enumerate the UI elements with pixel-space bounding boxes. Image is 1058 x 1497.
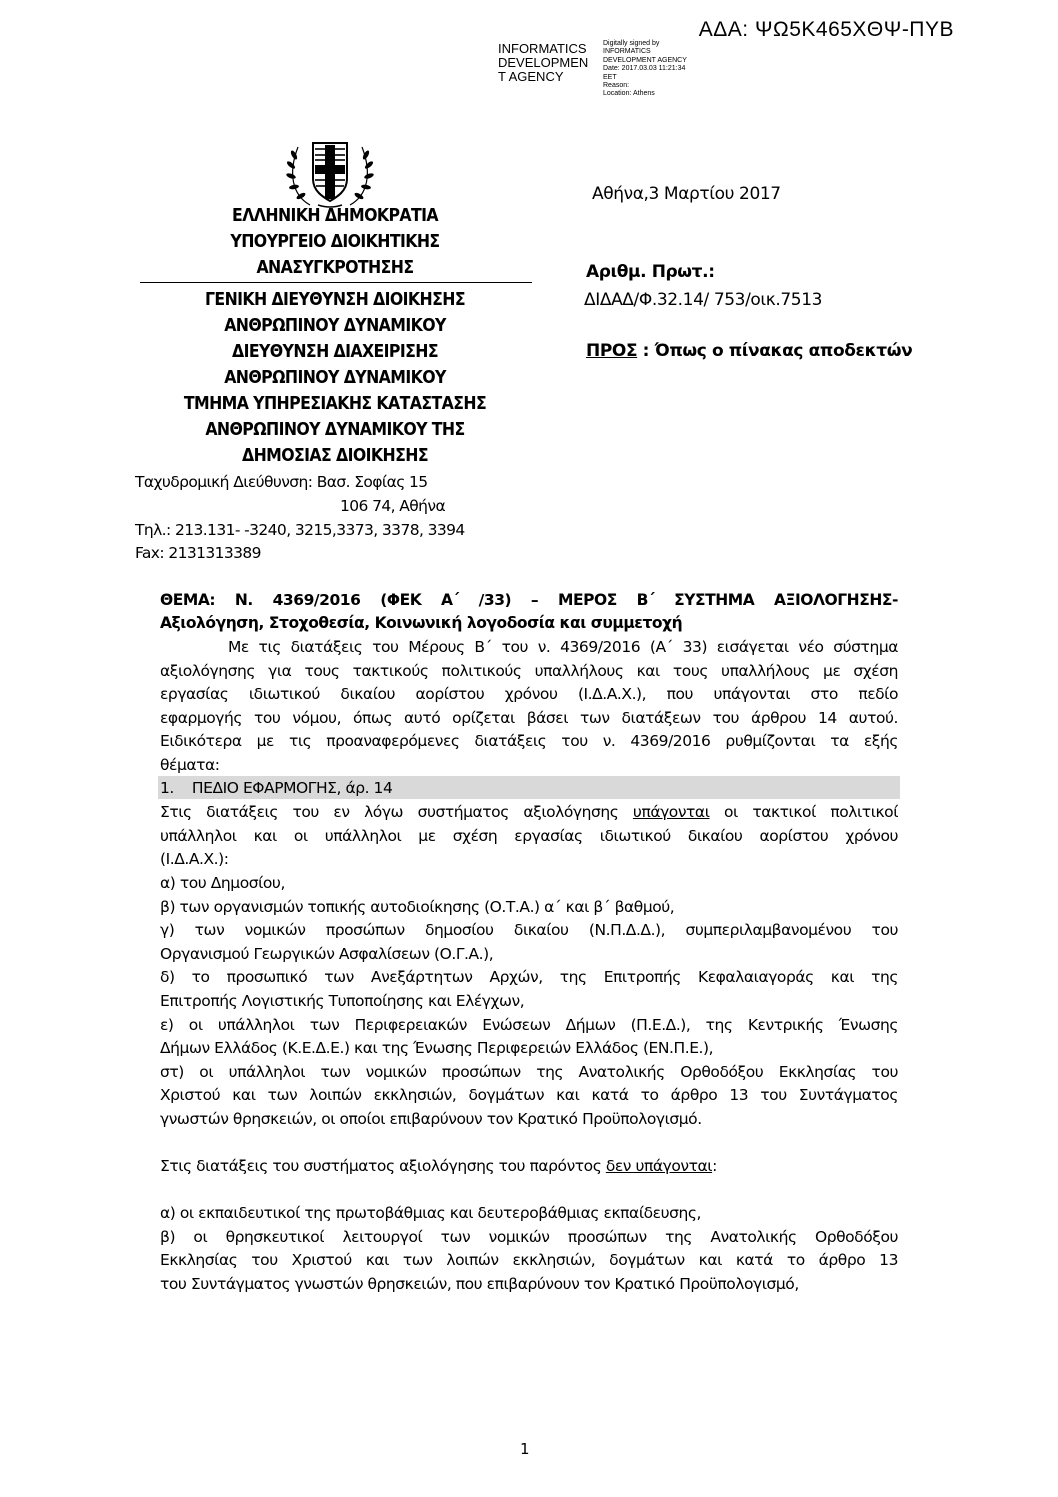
ada-code: ΑΔΑ: ΨΩ5Κ465ΧΘΨ-ΠΥΒ xyxy=(698,18,954,41)
phone-numbers: Τηλ.: 213.131- -3240, 3215,3373, 3378, 3394 xyxy=(135,521,465,539)
intro-line: Με τις διατάξεις του Μέρους Β΄ του ν. 4369/2016 (Α΄ 33) εισάγεται νέο σύστημα xyxy=(228,638,898,656)
header-line-department: ΤΜΗΜΑ ΥΠΗΡΕΣΙΑΚΗΣ ΚΑΤΑΣΤΑΣΗΣ xyxy=(183,394,487,414)
included-item-f-cont2: γνωστών θρησκειών, οι οποίοι επιβαρύνουν τον Κρατικό Προϋπολογισμό. xyxy=(160,1110,702,1128)
signature-detail-line: INFORMATICS xyxy=(603,48,651,56)
header-divider xyxy=(140,282,532,283)
excluded-item-b-cont2: του Συντάγματος γνωστών θρησκειών, που επιβαρύνουν τον Κρατικό Προϋπολογισμό, xyxy=(160,1275,799,1293)
scope-line: (Ι.Δ.Α.Χ.): xyxy=(160,850,229,868)
excluded-underlined: δεν υπάγονται xyxy=(605,1157,713,1175)
signature-detail-line: Digitally signed by xyxy=(603,40,660,47)
header-line-department-cont2: ΔΗΜΟΣΙΑΣ ΔΙΟΙΚΗΣΗΣ xyxy=(242,446,428,466)
intro-line: αξιολόγησης για τους τακτικούς πολιτικούς υπαλλήλους και τους υπαλλήλους με σχέση xyxy=(160,662,898,680)
section-number: 1. xyxy=(160,779,174,797)
header-line-department-cont: ΑΝΘΡΩΠΙΝΟΥ ΔΥΝΑΜΙΚΟΥ ΤΗΣ xyxy=(205,420,465,440)
section-title: ΠΕΔΙΟ ΕΦΑΡΜΟΓΗΣ, άρ. 14 xyxy=(191,779,393,797)
document-date: Αθήνα,3 Μαρτίου 2017 xyxy=(592,184,781,204)
scope-text: Στις διατάξεις του εν λόγω συστήματος αξιολόγησης xyxy=(160,803,633,821)
included-item-e: ε) οι υπάλληλοι των Περιφερειακών Ενώσεων Δήμων (Π.Ε.Δ.), της Κεντρικής Ένωσης xyxy=(160,1016,898,1034)
postal-code-city: 106 74, Αθήνα xyxy=(340,497,446,515)
signature-detail-line: DEVELOPMENT AGENCY xyxy=(603,56,687,64)
header-line-general-directorate: ΓΕΝΙΚΗ ΔΙΕΥΘΥΝΣΗ ΔΙΟΙΚΗΣΗΣ xyxy=(205,290,465,310)
included-item-f-cont: Χριστού και των λοιπών εκκλησιών, δογμάτων και κατά το άρθρο 13 του Συντάγματος xyxy=(160,1086,898,1104)
scope-text: οι τακτικοί πολιτικοί xyxy=(709,803,898,821)
included-item-d: δ) το προσωπικό των Ανεξάρτητων Αρχών, της Επιτροπής Κεφαλαιαγοράς και της xyxy=(160,968,898,986)
signature-signer xyxy=(498,42,588,84)
subject-line-cont: Αξιολόγηση, Στοχοθεσία, Κοινωνική λογοδοσία και συμμετοχή xyxy=(160,614,683,632)
header-line-directorate: ΔΙΕΥΘΥΝΣΗ ΔΙΑΧΕΙΡΙΣΗΣ xyxy=(231,342,439,362)
included-item-b: β) των οργανισμών τοπικής αυτοδιοίκησης (Ο.Τ.Α.) α΄ και β΄ βαθμού, xyxy=(160,898,675,916)
protocol-label: Αριθμ. Πρωτ.: xyxy=(586,262,715,282)
signature-details xyxy=(603,40,687,99)
header-line-ministry-cont: ΑΝΑΣΥΓΚΡΟΤΗΣΗΣ xyxy=(256,258,414,278)
included-item-f: στ) οι υπάλληλοι των νομικών προσώπων της Ανατολικής Ορθοδόξου Εκκλησίας του xyxy=(160,1063,898,1081)
excluded-item-b: β) οι θρησκευτικοί λειτουργοί των νομικών προσώπων της Ανατολικής Ορθοδόξου xyxy=(160,1228,898,1246)
to-label: ΠΡΟΣ xyxy=(586,341,638,361)
greek-emblem-icon xyxy=(280,133,380,209)
section-heading xyxy=(160,777,898,801)
scope-line xyxy=(160,801,898,825)
intro-line: εργασίας ιδιωτικού δικαίου αορίστου χρόνου (Ι.Δ.Α.Χ.), που υπάγονται στο πεδίο xyxy=(160,685,898,703)
excluded-intro-text: Στις διατάξεις του συστήματος αξιολόγησης του παρόντος xyxy=(160,1157,606,1175)
excluded-item-a: α) οι εκπαιδευτικοί της πρωτοβάθμιας και δευτεροβάθμιας εκπαίδευσης, xyxy=(160,1204,701,1222)
excluded-intro xyxy=(160,1155,898,1179)
excluded-item-b-cont: Εκκλησίας του Χριστού και των λοιπών εκκλησιών, δογμάτων και κατά το άρθρο 13 xyxy=(160,1251,898,1269)
intro-line: θέματα: xyxy=(160,756,220,774)
included-item-d-cont: Επιτροπής Λογιστικής Τυποποίησης και Ελέγχων, xyxy=(160,992,525,1010)
included-item-c: γ) των νομικών προσώπων δημοσίου δικαίου (Ν.Π.Δ.Δ.), συμπεριλαμβανομένου του xyxy=(160,921,898,939)
included-item-a: α) του Δημοσίου, xyxy=(160,874,285,892)
recipients-line xyxy=(586,341,912,361)
scope-line: υπάλληλοι και οι υπάλληλοι με σχέση εργασίας ιδιωτικού δικαίου αορίστου χρόνου xyxy=(160,827,898,845)
signature-signer-line: T AGENCY xyxy=(498,69,564,84)
header-line-directorate-cont: ΑΝΘΡΩΠΙΝΟΥ ΔΥΝΑΜΙΚΟΥ xyxy=(224,368,446,388)
fax-number: Fax: 2131313389 xyxy=(135,544,261,562)
subject-line: ΘΕΜΑ: Ν. 4369/2016 (ΦΕΚ Α΄ /33) – ΜΕΡΟΣ Β΄ ΣΥΣΤΗΜΑ ΑΞΙΟΛΟΓΗΣΗΣ- xyxy=(160,591,898,609)
header-line-republic: ΕΛΛΗΝΙΚΗ ΔΗΜΟΚΡΑΤΙΑ xyxy=(232,206,438,226)
header-line-general-directorate-cont: ΑΝΘΡΩΠΙΝΟΥ ΔΥΝΑΜΙΚΟΥ xyxy=(224,316,446,336)
signature-detail-line: Reason: xyxy=(603,82,630,90)
postal-address: Ταχυδρομική Διεύθυνση: Βασ. Σοφίας 15 xyxy=(135,473,428,491)
scope-underlined: υπάγονται xyxy=(632,803,710,821)
signature-signer-line: DEVELOPMEN xyxy=(498,55,589,70)
page-number: 1 xyxy=(520,1440,530,1458)
excluded-intro-colon: : xyxy=(712,1157,717,1175)
to-value: : Όπως ο πίνακας αποδεκτών xyxy=(637,341,913,361)
intro-line: Ειδικότερα με τις προαναφερόμενες διατάξεις του ν. 4369/2016 ρυθμίζονται τα εξής xyxy=(160,732,898,750)
included-item-e-cont: Δήμων Ελλάδος (Κ.Ε.Δ.Ε.) και της Ένωσης Περιφερειών Ελλάδος (ΕΝ.Π.Ε.), xyxy=(160,1039,714,1057)
included-item-c-cont: Οργανισμού Γεωργικών Ασφαλίσεων (Ο.Γ.Α.), xyxy=(160,945,494,963)
header-line-ministry: ΥΠΟΥΡΓΕΙΟ ΔΙΟΙΚΗΤΙΚΗΣ xyxy=(230,232,440,252)
signature-signer-line: INFORMATICS xyxy=(498,41,587,56)
protocol-number: ΔΙΔΑΔ/Φ.32.14/ 753/οικ.7513 xyxy=(584,290,823,310)
intro-line: εφαρμογής του νόμου, όπως αυτό ορίζεται βάσει των διατάξεων του άρθρου 14 αυτού. xyxy=(160,709,898,727)
signature-detail-line: Date: 2017.03.03 11:21:34 xyxy=(603,65,686,73)
signature-detail-line: EET xyxy=(603,73,617,81)
signature-detail-line: Location: Athens xyxy=(603,90,655,98)
